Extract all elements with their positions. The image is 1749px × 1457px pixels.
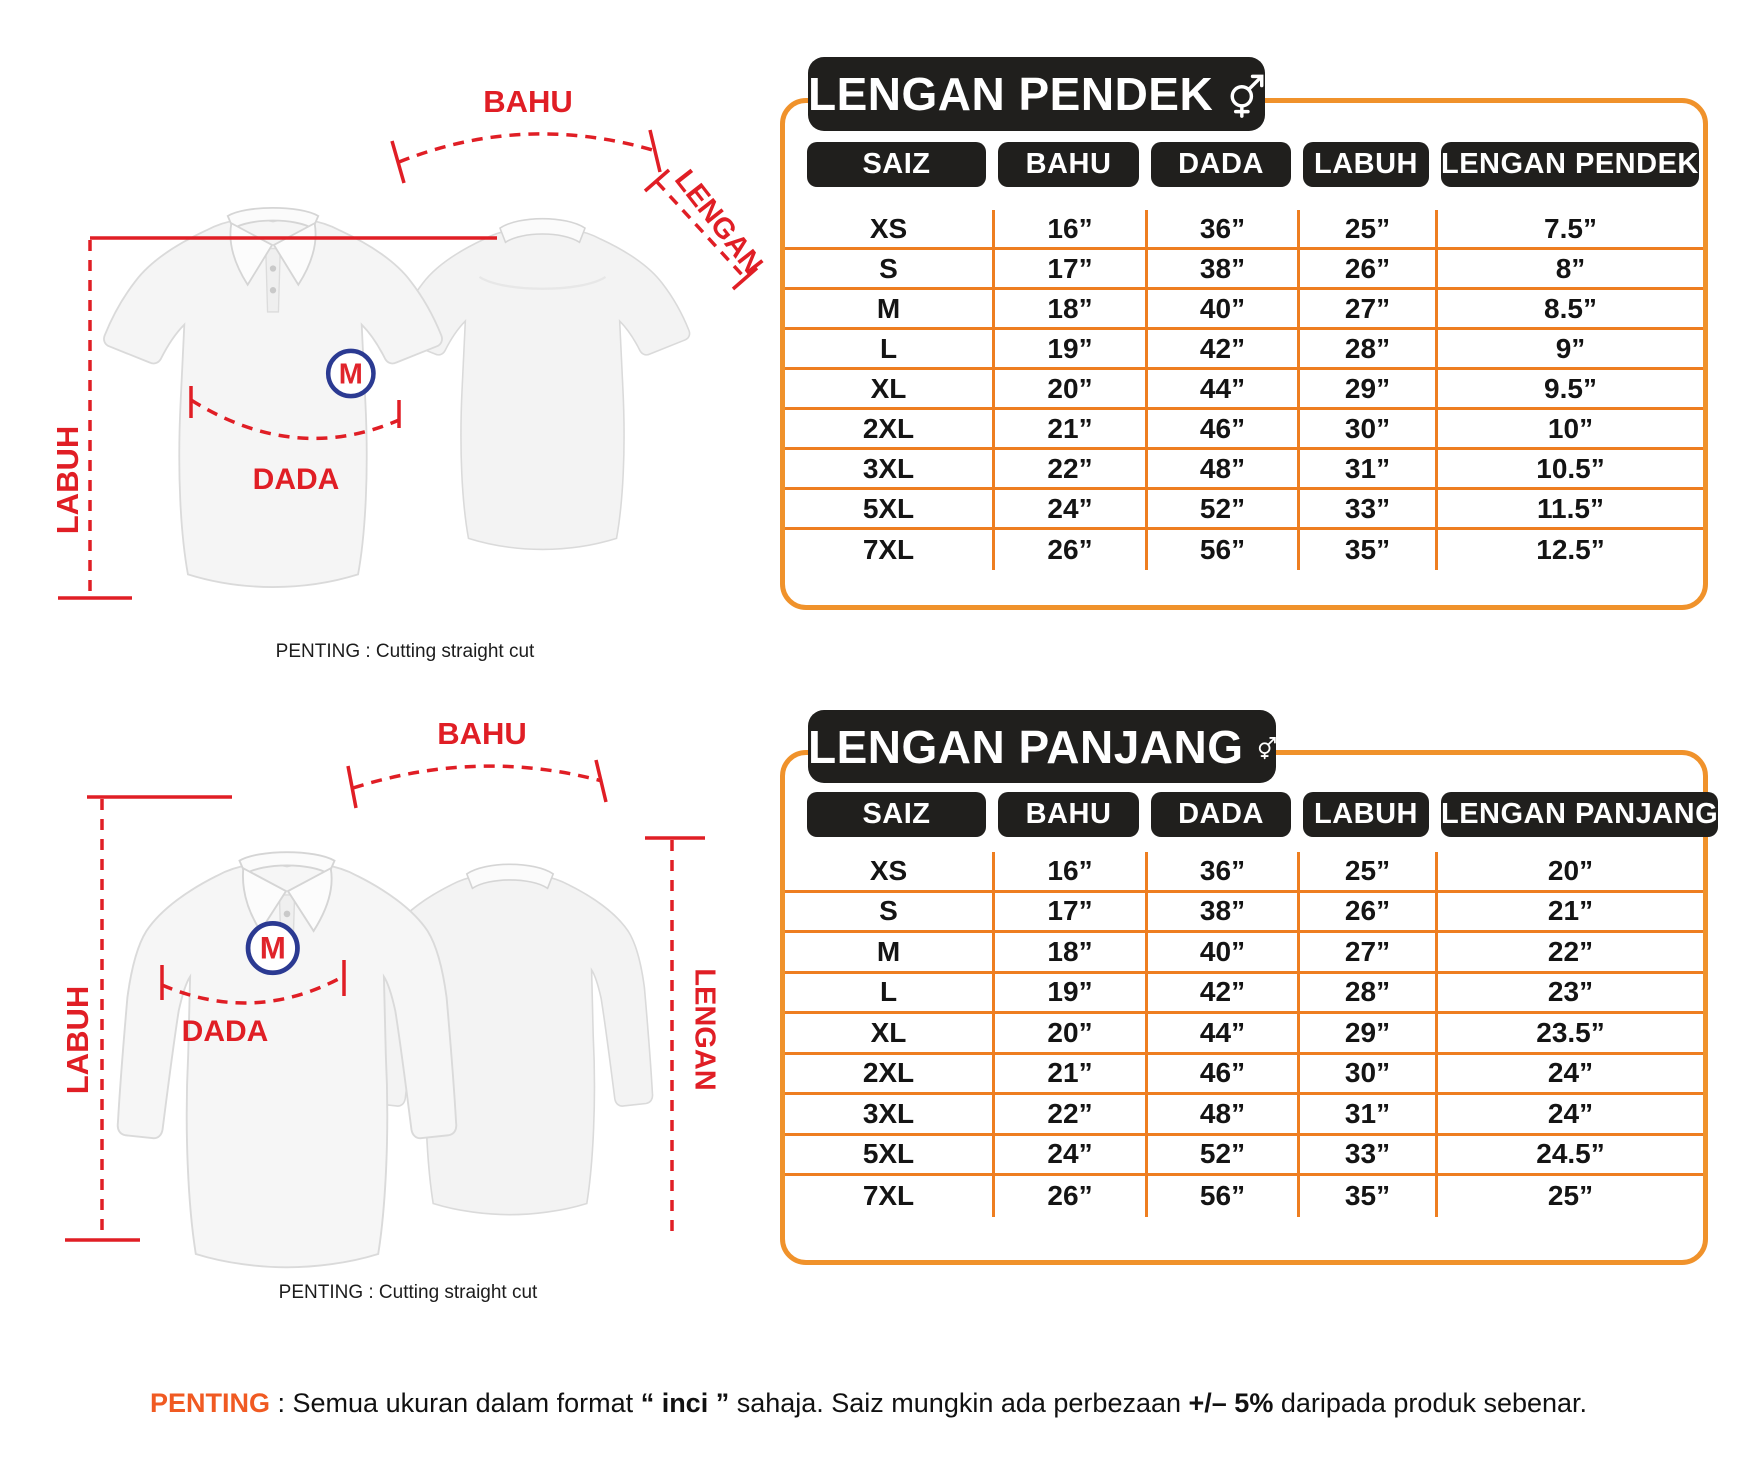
- measurement-cell: 40”: [1145, 933, 1297, 974]
- size-cell: 2XL: [785, 410, 992, 450]
- measurement-cell: 21”: [1435, 893, 1703, 934]
- size-cell: XS: [785, 852, 992, 893]
- long-sleeve-size-table: [780, 720, 1719, 1265]
- table-body: [785, 852, 1703, 1217]
- measurement-cell: 22”: [1435, 933, 1703, 974]
- footer-segment: : Semua ukuran dalam format: [270, 1388, 641, 1418]
- measurement-cell: 18”: [992, 290, 1145, 330]
- size-cell: 3XL: [785, 450, 992, 490]
- labuh-label: LABUH: [50, 425, 85, 535]
- measurement-cell: 27”: [1297, 933, 1435, 974]
- table-title-badge: [808, 710, 1276, 783]
- measurement-cell: 9”: [1435, 330, 1703, 370]
- short-sleeve-front-illustration: [92, 148, 454, 608]
- column-header-row: [785, 792, 1719, 837]
- table-title-badge: [808, 57, 1265, 131]
- male-female-icon: [1256, 718, 1276, 776]
- measurement-cell: 16”: [992, 852, 1145, 893]
- measurement-cell: 10”: [1435, 410, 1703, 450]
- measurement-cell: 25”: [1435, 1176, 1703, 1217]
- measurement-cell: 24.5”: [1435, 1136, 1703, 1177]
- measurement-cell: 38”: [1145, 893, 1297, 934]
- measurement-cell: 40”: [1145, 290, 1297, 330]
- size-cell: XL: [785, 1014, 992, 1055]
- column-header: DADA: [1151, 142, 1291, 187]
- lengan-label: LENGAN: [668, 164, 769, 281]
- measurement-cell: 21”: [992, 1055, 1145, 1096]
- size-cell: L: [785, 974, 992, 1015]
- measurement-cell: 46”: [1145, 410, 1297, 450]
- size-cell: XL: [785, 370, 992, 410]
- column-header: SAIZ: [807, 142, 986, 187]
- footer-segment: PENTING: [150, 1388, 271, 1418]
- bahu-label: BAHU: [437, 716, 527, 751]
- column-header: BAHU: [998, 792, 1139, 837]
- lengan-label: LENGAN: [688, 968, 721, 1091]
- measurement-cell: 35”: [1297, 1176, 1435, 1217]
- measurement-cell: 17”: [992, 250, 1145, 290]
- measurement-cell: 36”: [1145, 210, 1297, 250]
- size-cell: 5XL: [785, 1136, 992, 1177]
- size-cell: XS: [785, 210, 992, 250]
- measurement-cell: 42”: [1145, 974, 1297, 1015]
- measurement-cell: 19”: [992, 974, 1145, 1015]
- measurement-cell: 12.5”: [1435, 530, 1703, 570]
- measurement-cell: 44”: [1145, 370, 1297, 410]
- measurement-cell: 18”: [992, 933, 1145, 974]
- measurement-cell: 33”: [1297, 490, 1435, 530]
- measurement-cell: 56”: [1145, 1176, 1297, 1217]
- measurement-cell: 11.5”: [1435, 490, 1703, 530]
- measurement-cell: 26”: [992, 1176, 1145, 1217]
- measurement-cell: 30”: [1297, 410, 1435, 450]
- measurement-cell: 26”: [992, 530, 1145, 570]
- size-cell: 2XL: [785, 1055, 992, 1096]
- measurement-cell: 8.5”: [1435, 290, 1703, 330]
- size-cell: S: [785, 893, 992, 934]
- measurement-cell: 22”: [992, 1095, 1145, 1136]
- footer-segment: +/– 5%: [1188, 1388, 1274, 1418]
- measurement-cell: 8”: [1435, 250, 1703, 290]
- measurement-cell: 25”: [1297, 852, 1435, 893]
- footer-segment: daripada produk sebenar.: [1273, 1388, 1588, 1418]
- measurement-cell: 29”: [1297, 370, 1435, 410]
- size-cell: M: [785, 933, 992, 974]
- cutting-note: PENTING : Cutting straight cut: [275, 641, 535, 662]
- svg-text:M: M: [259, 930, 286, 966]
- long-sleeve-front-illustration: [97, 795, 477, 1295]
- footer-segment: “ inci ”: [640, 1388, 730, 1418]
- column-header: DADA: [1151, 792, 1291, 837]
- measurement-cell: 16”: [992, 210, 1145, 250]
- size-cell: M: [785, 290, 992, 330]
- short-sleeve-size-table: [780, 68, 1708, 610]
- measurement-cell: 38”: [1145, 250, 1297, 290]
- table-body: [785, 210, 1703, 570]
- measurement-cell: 44”: [1145, 1014, 1297, 1055]
- measurement-cell: 29”: [1297, 1014, 1435, 1055]
- measurement-cell: 23”: [1435, 974, 1703, 1015]
- placket: [266, 249, 280, 312]
- dada-label: DADA: [252, 463, 340, 496]
- measurement-cell: 56”: [1145, 530, 1297, 570]
- size-cell: S: [785, 250, 992, 290]
- measurement-cell: 25”: [1297, 210, 1435, 250]
- measurement-cell: 17”: [992, 893, 1145, 934]
- measurement-cell: 31”: [1297, 450, 1435, 490]
- measurement-cell: 30”: [1297, 1055, 1435, 1096]
- column-header: SAIZ: [807, 792, 986, 837]
- measurement-cell: 27”: [1297, 290, 1435, 330]
- measurement-cell: 52”: [1145, 490, 1297, 530]
- size-cell: 3XL: [785, 1095, 992, 1136]
- brand-logo: [328, 351, 373, 396]
- measurement-cell: 22”: [992, 450, 1145, 490]
- measurement-cell: 24”: [992, 490, 1145, 530]
- measurement-cell: 28”: [1297, 974, 1435, 1015]
- measurement-cell: 24”: [1435, 1055, 1703, 1096]
- measurement-cell: 36”: [1145, 852, 1297, 893]
- measurement-cell: 31”: [1297, 1095, 1435, 1136]
- column-header: LABUH: [1303, 792, 1429, 837]
- brand-logo: [248, 923, 297, 972]
- measurement-cell: 28”: [1297, 330, 1435, 370]
- size-cell: L: [785, 330, 992, 370]
- measurement-cell: 46”: [1145, 1055, 1297, 1096]
- measurement-cell: 35”: [1297, 530, 1435, 570]
- measurement-cell: 7.5”: [1435, 210, 1703, 250]
- labuh-label: LABUH: [60, 985, 95, 1095]
- footer-disclaimer: [150, 1388, 1650, 1419]
- size-cell: 7XL: [862, 1180, 915, 1212]
- measurement-cell: 20”: [1435, 852, 1703, 893]
- measurement-cell: 20”: [992, 370, 1145, 410]
- measurement-cell: 48”: [1145, 450, 1297, 490]
- column-header: LABUH: [1303, 142, 1429, 187]
- svg-text:M: M: [338, 358, 363, 391]
- size-cell: 5XL: [785, 490, 992, 530]
- measurement-cell: 26”: [1297, 893, 1435, 934]
- measurement-cell: 24”: [992, 1136, 1145, 1177]
- measurement-cell: 42”: [1145, 330, 1297, 370]
- column-header: LENGAN PANJANG: [1441, 792, 1718, 837]
- measurement-cell: 9.5”: [1435, 370, 1703, 410]
- column-header-row: [785, 142, 1703, 187]
- table-title: LENGAN PANJANG: [808, 720, 1244, 773]
- column-header: LENGAN PENDEK: [1441, 142, 1699, 187]
- measurement-cell: 26”: [1297, 250, 1435, 290]
- measurement-cell: 19”: [992, 330, 1145, 370]
- measurement-cell: 52”: [1145, 1136, 1297, 1177]
- measurement-cell: 33”: [1297, 1136, 1435, 1177]
- bahu-label: BAHU: [483, 84, 573, 119]
- table-title: LENGAN PENDEK: [808, 68, 1214, 120]
- measurement-cell: 21”: [992, 410, 1145, 450]
- cutting-note: PENTING : Cutting straight cut: [278, 1282, 538, 1303]
- dada-label: DADA: [181, 1015, 269, 1048]
- measurement-cell: 10.5”: [1435, 450, 1703, 490]
- measurement-cell: 48”: [1145, 1095, 1297, 1136]
- measurement-cell: 20”: [992, 1014, 1145, 1055]
- measurement-cell: 23.5”: [1435, 1014, 1703, 1055]
- column-header: BAHU: [998, 142, 1139, 187]
- size-cell: 7XL: [862, 534, 915, 565]
- male-female-icon: [1225, 65, 1265, 123]
- footer-segment: sahaja. Saiz mungkin ada perbezaan: [729, 1388, 1189, 1418]
- measurement-cell: 24”: [1435, 1095, 1703, 1136]
